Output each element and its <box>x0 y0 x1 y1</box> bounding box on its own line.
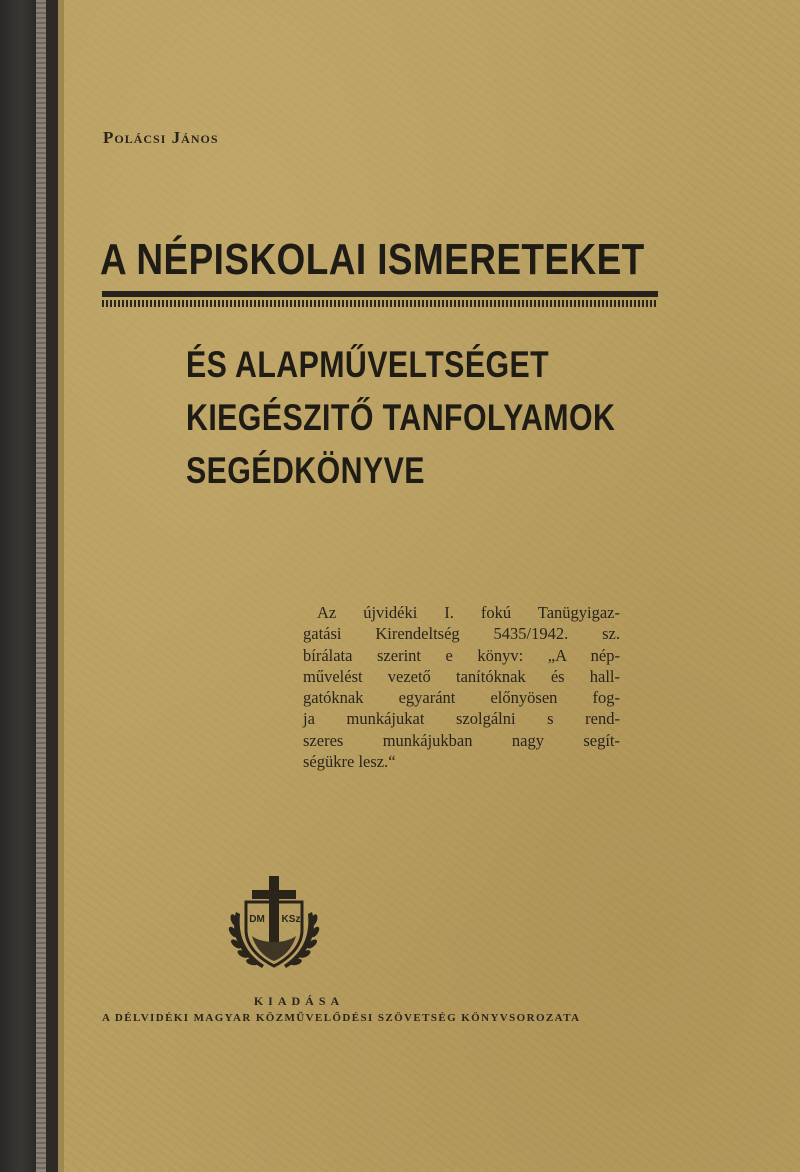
subtitle-line: SEGÉDKÖNYVE <box>186 450 425 491</box>
title-ornamental-rule <box>102 300 658 307</box>
review-line: gatási Kirendeltség 5435/1942. sz. <box>303 624 620 644</box>
review-line: ja munkájukat szolgálni s rend- <box>303 709 620 729</box>
cross-shield-laurel-emblem-icon <box>222 872 326 976</box>
publisher-name: A DÉLVIDÉKI MAGYAR KÖZMŰVELŐDÉSI SZÖVETSÉG KÖNYVSOROZATA <box>102 1012 581 1024</box>
review-line: Az újvidéki I. fokú Tanügyigaz- <box>317 603 620 622</box>
book-title: A NÉPISKOLAI ISMERETEKET <box>100 235 645 284</box>
title-underline <box>102 291 658 297</box>
cross-icon <box>269 876 279 942</box>
author-name: Polácsi János <box>103 128 219 147</box>
subtitle-line: ÉS ALAPMŰVELTSÉGET <box>186 344 550 385</box>
review-quote <box>303 602 620 772</box>
review-line: bírálata szerint e könyv: „A nép- <box>303 645 620 665</box>
emblem-left-text: DM <box>249 914 265 925</box>
subtitle-line: KIEGÉSZITŐ TANFOLYAMOK <box>186 397 616 438</box>
publisher-label: KIADÁSA <box>253 994 345 1008</box>
review-line: gatóknak egyaránt előnyösen fog- <box>303 688 620 708</box>
review-line: ségükre lesz.“ <box>303 752 396 772</box>
emblem-right-text: KSz <box>281 914 301 925</box>
review-line: művelést vezető tanítóknak és hall- <box>303 666 620 686</box>
book-subtitle <box>186 338 615 497</box>
review-line: szeres munkájukban nagy segít- <box>303 730 620 750</box>
